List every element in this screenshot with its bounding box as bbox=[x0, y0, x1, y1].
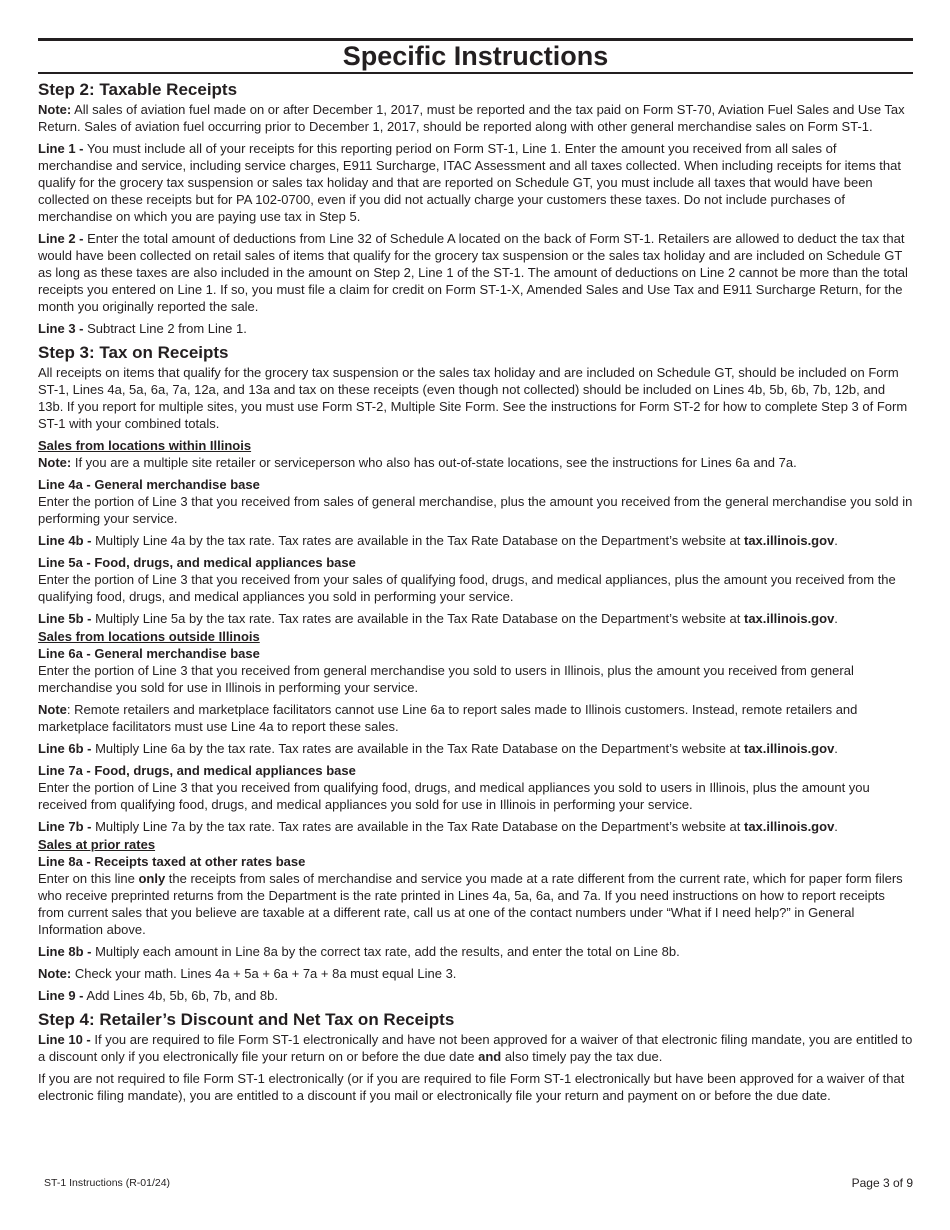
line8b-instruction: Line 8b - Multiply each amount in Line 8a by the correct tax rate, add the results, and enter the total on Line 8b. bbox=[38, 944, 680, 959]
line7a-heading: Line 7a - Food, drugs, and medical appliances base bbox=[38, 763, 356, 778]
line6b-instruction: Line 6b - Multiply Line 6a by the tax rate. Tax rates are available in the Tax Rate Database on the Department’s website at tax.illinois.gov. bbox=[38, 741, 838, 756]
line8a-text: Enter on this line only the receipts from sales of merchandise and service you made at a rate different from the current rate, which for paper form filers who receive preprinted returns from the Department is the rate printed in Lines 4a, 5a, 6a, and 7a. If you need instructions on how to report receipts from current sales that you believe are taxable at a different rate, call us at one of the contact numbers under “What if I need help?” in General Information above. bbox=[38, 871, 903, 937]
line4b-instruction: Line 4b - Multiply Line 4a by the tax rate. Tax rates are available in the Tax Rate Database on the Department’s website at tax.illinois.gov. bbox=[38, 533, 838, 548]
website-link[interactable]: tax.illinois.gov bbox=[744, 611, 835, 626]
outside-illinois-heading: Sales from locations outside Illinois bbox=[38, 629, 260, 644]
form-id: ST-1 Instructions (R-01/24) bbox=[44, 1177, 171, 1189]
title-rule bbox=[38, 72, 913, 74]
line6a-text: Enter the portion of Line 3 that you received from general merchandise you sold to users in Illinois, plus the amount you received from general merchandise you sold for use in Illinois in performing your service. bbox=[38, 663, 854, 695]
step3-intro: All receipts on items that qualify for the grocery tax suspension or the sales tax holiday and are included on Schedule GT, should be included on Form ST-1, Lines 4a, 5a, 6a, 7a, 12a, and 13a and tax on these receipts (even though not collected) should be included on Lines 4b, 5b, 6b, 7b, 12b, and 13b. If you report for multiple sites, you must use Form ST-2, Multiple Site Form. See the instructions for Form ST-2 for how to complete Step 3 of Form ST-1 with your combined totals. bbox=[38, 365, 908, 431]
line5a-text: Enter the portion of Line 3 that you received from your sales of qualifying food, drugs, and medical appliances, plus the amount you received from the qualifying food, drugs, and medical appliances you sold in performing your service. bbox=[38, 572, 896, 604]
website-link[interactable]: tax.illinois.gov bbox=[744, 741, 835, 756]
line8a-heading: Line 8a - Receipts taxed at other rates base bbox=[38, 854, 306, 869]
step3-heading: Step 3: Tax on Receipts bbox=[38, 343, 229, 362]
step4-heading: Step 4: Retailer’s Discount and Net Tax on Receipts bbox=[38, 1010, 455, 1029]
page-number: Page 3 of 9 bbox=[851, 1176, 913, 1190]
page-title: Specific Instructions bbox=[342, 41, 609, 71]
line5a-heading: Line 5a - Food, drugs, and medical appliances base bbox=[38, 555, 356, 570]
step2-heading: Step 2: Taxable Receipts bbox=[38, 80, 238, 99]
step2-note: Note: All sales of aviation fuel made on or after December 1, 2017, must be reported and the tax paid on Form ST-70, Aviation Fuel Sales and Use Tax Return. Sales of aviation fuel occurring prior to December 1, 2017, should be reported along with other general merchandise sales on Form ST-1. bbox=[38, 102, 905, 134]
within-illinois-heading: Sales from locations within Illinois bbox=[38, 438, 252, 453]
line9-instruction: Line 9 - Add Lines 4b, 5b, 6b, 7b, and 8b. bbox=[38, 988, 278, 1003]
line4a-text: Enter the portion of Line 3 that you received from sales of general merchandise, plus the amount you received from the general merchandise you sold in performing your service. bbox=[38, 494, 913, 526]
line7a-text: Enter the portion of Line 3 that you received from qualifying food, drugs, and medical appliances you sold to users in Illinois, plus the amount you received from qualifying food, drugs, and medical appliances you sold for use in Illinois in performing your service. bbox=[38, 780, 870, 812]
line6a-note: Note: Remote retailers and marketplace facilitators cannot use Line 6a to report sales made to Illinois customers. Instead, remote retailers and marketplace facilitators must use Line 4a to report these sales. bbox=[38, 702, 858, 734]
line3-instruction: Line 3 - Subtract Line 2 from Line 1. bbox=[38, 321, 247, 336]
website-link[interactable]: tax.illinois.gov bbox=[744, 533, 835, 548]
website-link[interactable]: tax.illinois.gov bbox=[744, 819, 835, 834]
line6a-heading: Line 6a - General merchandise base bbox=[38, 646, 260, 661]
line7b-instruction: Line 7b - Multiply Line 7a by the tax rate. Tax rates are available in the Tax Rate Database on the Department’s website at tax.illinois.gov. bbox=[38, 819, 838, 834]
page-content bbox=[38, 38, 913, 1109]
math-note: Note: Check your math. Lines 4a + 5a + 6a + 7a + 8a must equal Line 3. bbox=[38, 966, 457, 981]
line1-instruction: Line 1 - You must include all of your receipts for this reporting period on Form ST-1, Line 1. Enter the amount you received from all sales of merchandise and service, including service charges, E911 Surcharge, ITAC Assessment and all taxes collected. When including receipts for items that qualify for the grocery tax suspension or sales tax holiday and that are reported on Schedule GT, you must include all taxes that would have been collected on these receipts but for PA 102-0700, even if you did not actually charge your customers these taxes. Do not include purchases of merchandise on which you are paying use tax in Step 5. bbox=[38, 141, 901, 224]
within-illinois-note: Note: If you are a multiple site retailer or serviceperson who also has out-of-state locations, see the instructions for Lines 6a and 7a. bbox=[38, 455, 797, 470]
line2-instruction: Line 2 - Enter the total amount of deductions from Line 32 of Schedule A located on the back of Form ST-1. Retailers are allowed to deduct the tax that would have been collected on retail sales of items that qualify for the grocery tax suspension or the sales tax holiday and are included on Schedule GT as long as these taxes are also included in the amount on Step 2, Line 1 of the ST-1. The amount of deductions on Line 2 cannot be more than the total receipts you entered on Line 1. If so, you must file a claim for credit on Form ST-1-X, Amended Sales and Use Tax and E911 Surcharge Return, for the month you originally reported the sale. bbox=[38, 231, 908, 314]
line10-instruction: Line 10 - If you are required to file Form ST-1 electronically and have not been approved for a waiver of that electronic filing mandate, you are entitled to a discount only if you electronically file your return on or before the due date and also timely pay the tax due. bbox=[38, 1032, 913, 1064]
prior-rates-heading: Sales at prior rates bbox=[38, 837, 156, 852]
discount-paragraph: If you are not required to file Form ST-1 electronically (or if you are required to file Form ST-1 electronically but have been approved for a waiver of that electronic filing mandate), you are entitled to a discount if you mail or electronically file your return and payment on or before the due date. bbox=[38, 1071, 905, 1103]
line5b-instruction: Line 5b - Multiply Line 5a by the tax rate. Tax rates are available in the Tax Rate Database on the Department’s website at tax.illinois.gov. bbox=[38, 611, 838, 626]
line4a-heading: Line 4a - General merchandise base bbox=[38, 477, 260, 492]
